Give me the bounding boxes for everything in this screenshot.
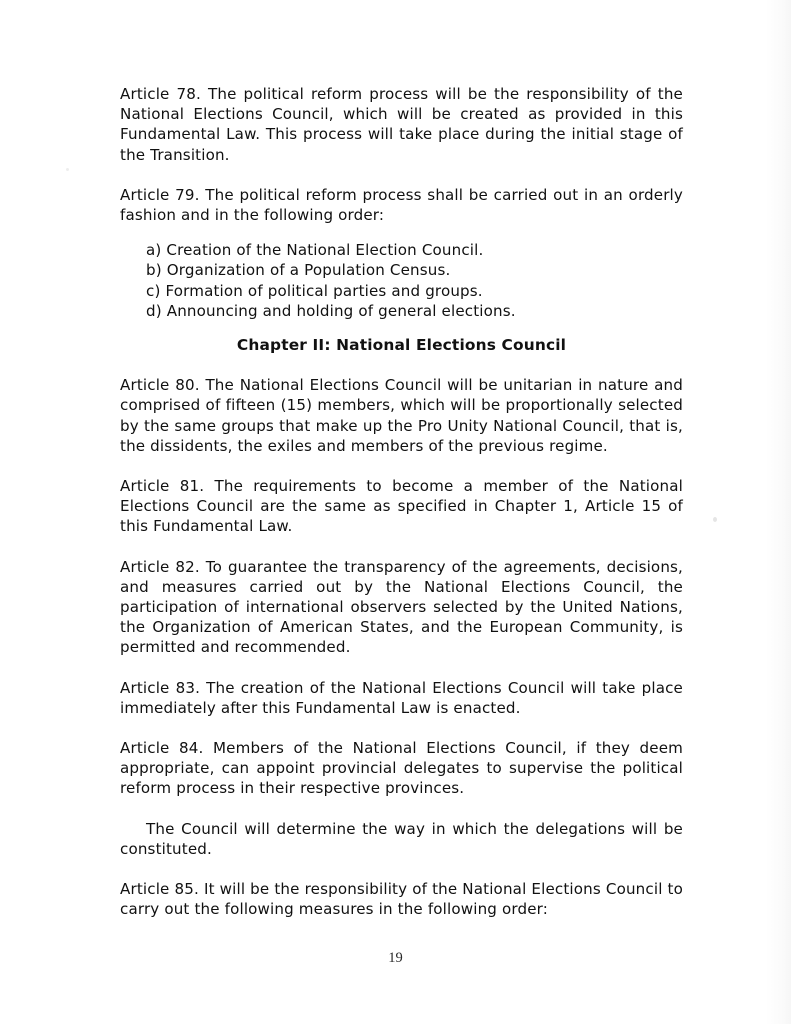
paragraph-article-79: Article 79. The political reform process shall be carried out in an orderly fashion and in the following order:: [120, 185, 683, 225]
list-item: b) Organization of a Population Census.: [146, 261, 451, 280]
paragraph-spacer: [120, 537, 683, 557]
list-item: c) Formation of political parties and groups.: [146, 281, 483, 300]
scan-speck: [713, 517, 717, 522]
paragraph-article-82: Article 82. To guarantee the transparency of the agreements, decisions, and measures carried out by the National Elections Council, the participation of international observers selected by the United Nations, the Organization of American States, and the European Community, is permitted and recommended.: [120, 557, 683, 657]
paragraph-spacer: [120, 658, 683, 678]
list-spacer: [120, 225, 683, 240]
paragraph-council-delegations: The Council will determine the way in which the delegations will be constituted.: [120, 819, 683, 858]
paragraph-article-80: Article 80. The National Elections Council will be unitarian in nature and comprised of fifteen (15) members, which will be proportionally selected by the same groups that make up the Pro Unity National Council, that is, the dissidents, the exiles and members of the previous regime.: [120, 376, 683, 455]
list-item: d) Announcing and holding of general elections.: [146, 301, 516, 320]
paragraph-spacer: [120, 859, 683, 879]
paragraph-article-85: Article 85. It will be the responsibility of the National Elections Council to carry out the following measures in the following order:: [120, 880, 683, 919]
list-item: a) Creation of the National Election Council.: [146, 241, 484, 260]
scan-speck: [66, 168, 69, 171]
article-79-procedure-list: [120, 240, 683, 321]
paragraph-spacer: [120, 355, 683, 375]
paragraph-spacer: [120, 456, 683, 476]
paragraph-spacer: [120, 718, 683, 738]
paragraph-article-78: Article 78. The political reform process will be the responsibility of the National Elections Council, which will be created as provided in this Fundamental Law. This process will take place during the initial stage of the Transition.: [120, 85, 683, 164]
paragraph-article-84: Article 84. Members of the National Elections Council, if they deem appropriate, can appoint provincial delegates to supervise the political reform process in their respective provinces.: [120, 739, 683, 798]
chapter-heading: Chapter II: National Elections Council: [236, 336, 567, 355]
paragraph-spacer: [120, 165, 683, 185]
paragraph-spacer: [120, 799, 683, 819]
scan-edge-shading: [765, 0, 791, 1024]
page-text-column: [120, 84, 683, 920]
paragraph-article-83: Article 83. The creation of the National Elections Council will take place immediately after this Fundamental Law is enacted.: [120, 678, 683, 717]
page-number: 19: [388, 950, 403, 966]
paragraph-article-81: Article 81. The requirements to become a member of the National Elections Council are the same as specified in Chapter 1, Article 15 of this Fundamental Law.: [120, 477, 683, 536]
heading-spacer: [120, 321, 683, 335]
